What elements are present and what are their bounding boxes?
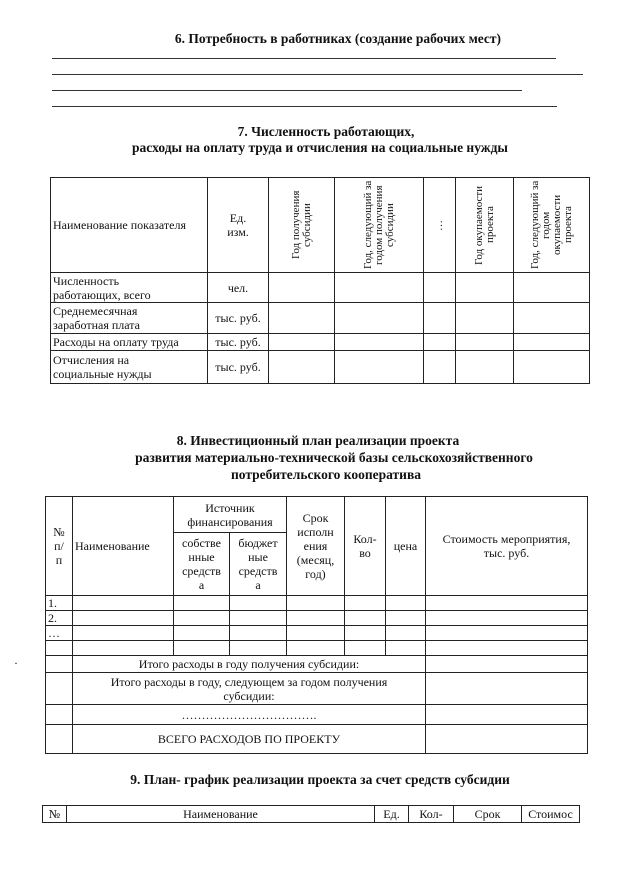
table-cell[interactable] — [287, 641, 345, 656]
table-cell[interactable] — [335, 273, 424, 303]
blank-line[interactable] — [52, 106, 557, 107]
table-cell[interactable] — [287, 596, 345, 611]
table-cell[interactable] — [269, 334, 335, 351]
table-cell[interactable] — [287, 611, 345, 626]
table-cell[interactable] — [386, 626, 426, 641]
section7-title-line2: расходы на оплату труда и отчисления на социальные нужды — [132, 140, 508, 155]
table-cell[interactable] — [456, 273, 514, 303]
header-ellipsis-text: … — [433, 219, 445, 231]
table-cell[interactable] — [456, 303, 514, 334]
header-year-next — [335, 178, 424, 273]
row-unit: тыс. руб. — [208, 303, 269, 334]
table-cell[interactable] — [514, 303, 590, 334]
table-cell — [46, 641, 73, 656]
header-unit: Ед. изм. — [208, 178, 269, 273]
table-cell[interactable] — [456, 334, 514, 351]
table-cell[interactable] — [174, 596, 230, 611]
section8-title-line2: развития материально-технической базы сельскохозяйственного — [135, 450, 533, 465]
table-cell[interactable] — [174, 611, 230, 626]
section6-title: 6. Потребность в работниках (создание рабочих мест) — [174, 31, 502, 46]
table-cell[interactable] — [230, 611, 287, 626]
table-cell[interactable] — [287, 626, 345, 641]
total-subsidy-year-row — [46, 656, 588, 673]
header-year-subsidy-text: Год получения субсидии — [289, 190, 313, 260]
table-cell[interactable] — [73, 596, 174, 611]
table-cell[interactable] — [424, 351, 456, 384]
staff-header-row — [51, 178, 590, 273]
total-next-year-row — [46, 673, 588, 705]
table-cell[interactable] — [426, 705, 588, 725]
table-cell[interactable] — [174, 641, 230, 656]
staff-table — [50, 177, 590, 384]
table-cell[interactable] — [514, 273, 590, 303]
blank-line[interactable] — [52, 90, 522, 91]
blank-line[interactable] — [52, 74, 583, 75]
total-next-year-value[interactable] — [426, 673, 588, 705]
section8-title-line1: 8. Инвестиционный план реализации проекта — [176, 433, 460, 448]
table-cell[interactable] — [230, 626, 287, 641]
total-subsidy-year-value[interactable] — [426, 656, 588, 673]
table-cell[interactable] — [456, 351, 514, 384]
total-next-year-label: Итого расходы в году, следующем за годом получения субсидии: — [73, 673, 426, 705]
table-cell[interactable] — [386, 641, 426, 656]
table-cell[interactable] — [426, 626, 588, 641]
table-row — [51, 303, 590, 334]
header-year-subsidy — [269, 178, 335, 273]
section9-title: 9. План- график реализации проекта за счет средств субсидии — [130, 772, 510, 787]
section7-title-line1: 7. Численность работающих, — [237, 124, 415, 139]
header-name: Наименование — [73, 497, 174, 596]
dots-placeholder: ……………………………. — [73, 705, 426, 725]
header-cost: Стоимос — [522, 806, 580, 823]
table-cell[interactable] — [174, 626, 230, 641]
header-name: Наименование показателя — [51, 178, 208, 273]
table-row — [46, 641, 588, 656]
table-cell[interactable] — [514, 334, 590, 351]
table-cell[interactable] — [426, 641, 588, 656]
row-name: Расходы на оплату труда — [51, 334, 208, 351]
header-year-next-text: Год, следующий за годом получения субсидии — [361, 180, 396, 270]
table-cell[interactable] — [345, 626, 386, 641]
section8-title-line3: потребительского кооператива — [230, 467, 421, 482]
table-cell — [46, 725, 73, 754]
header-own-funds: собстве нные средств а — [174, 533, 230, 596]
table-row — [51, 351, 590, 384]
table-row — [46, 626, 588, 641]
header-budget-funds: бюджет ные средств а — [230, 533, 287, 596]
row-unit: чел. — [208, 273, 269, 303]
grand-total-row — [46, 725, 588, 754]
table-cell[interactable] — [230, 641, 287, 656]
header-price: цена — [386, 497, 426, 596]
header-num: № — [43, 806, 67, 823]
table-row — [46, 596, 588, 611]
dots-row — [46, 705, 588, 725]
header-year-payback — [456, 178, 514, 273]
table-cell — [46, 705, 73, 725]
investment-header-row — [46, 497, 588, 533]
table-cell[interactable] — [426, 611, 588, 626]
row-unit: тыс. руб. — [208, 351, 269, 384]
table-cell[interactable] — [424, 334, 456, 351]
table-cell[interactable] — [230, 596, 287, 611]
header-term: Срок — [454, 806, 522, 823]
header-term: Срок исполн ения (месяц, год) — [287, 497, 345, 596]
table-cell[interactable] — [345, 596, 386, 611]
table-cell[interactable] — [386, 611, 426, 626]
header-num: № п/ п — [46, 497, 73, 596]
table-cell[interactable] — [514, 351, 590, 384]
table-cell[interactable] — [269, 303, 335, 334]
table-row — [51, 334, 590, 351]
table-cell[interactable] — [424, 273, 456, 303]
table-cell[interactable] — [386, 596, 426, 611]
table-cell[interactable] — [73, 626, 174, 641]
row-unit: тыс. руб. — [208, 334, 269, 351]
table-cell[interactable] — [345, 611, 386, 626]
table-cell[interactable] — [73, 611, 174, 626]
table-cell[interactable] — [73, 641, 174, 656]
row-number: … — [46, 626, 73, 641]
grand-total-value[interactable] — [426, 725, 588, 754]
table-cell[interactable] — [335, 351, 424, 384]
table-cell — [46, 673, 73, 705]
blank-line[interactable] — [52, 58, 556, 59]
header-cost: Стоимость мероприятия, тыс. руб. — [426, 497, 588, 596]
header-year-payback-text: Год окупаемости проекта — [472, 185, 496, 265]
table-cell[interactable] — [345, 641, 386, 656]
table-row — [46, 611, 588, 626]
table-cell[interactable] — [335, 334, 424, 351]
header-name: Наименование — [67, 806, 375, 823]
grand-total-label: ВСЕГО РАСХОДОВ ПО ПРОЕКТУ — [73, 725, 426, 754]
table-cell — [46, 656, 73, 673]
row-number: 2. — [46, 611, 73, 626]
header-qty: Кол- во — [345, 497, 386, 596]
table-cell[interactable] — [424, 303, 456, 334]
table-row — [51, 273, 590, 303]
row-name: Численность работающих, всего — [51, 273, 208, 303]
table-cell[interactable] — [426, 596, 588, 611]
schedule-header-row — [43, 806, 580, 823]
schedule-table — [42, 805, 580, 823]
table-cell[interactable] — [269, 351, 335, 384]
header-unit: Ед. — [375, 806, 409, 823]
total-subsidy-year-label: Итого расходы в году получения субсидии: — [73, 656, 426, 673]
row-number: 1. — [46, 596, 73, 611]
header-source: Источник финансирования — [174, 497, 287, 533]
investment-table — [45, 496, 588, 754]
table-cell[interactable] — [269, 273, 335, 303]
stray-mark: · — [14, 656, 18, 670]
row-name: Отчисления на социальные нужды — [51, 351, 208, 384]
header-qty: Кол- — [409, 806, 454, 823]
table-cell[interactable] — [335, 303, 424, 334]
header-ellipsis — [424, 178, 456, 273]
header-year-after-payback — [514, 178, 590, 273]
header-year-after-payback-text: Год, следующий за годом окупаемости проекта — [528, 180, 574, 270]
row-name: Среднемесячная заработная плата — [51, 303, 208, 334]
